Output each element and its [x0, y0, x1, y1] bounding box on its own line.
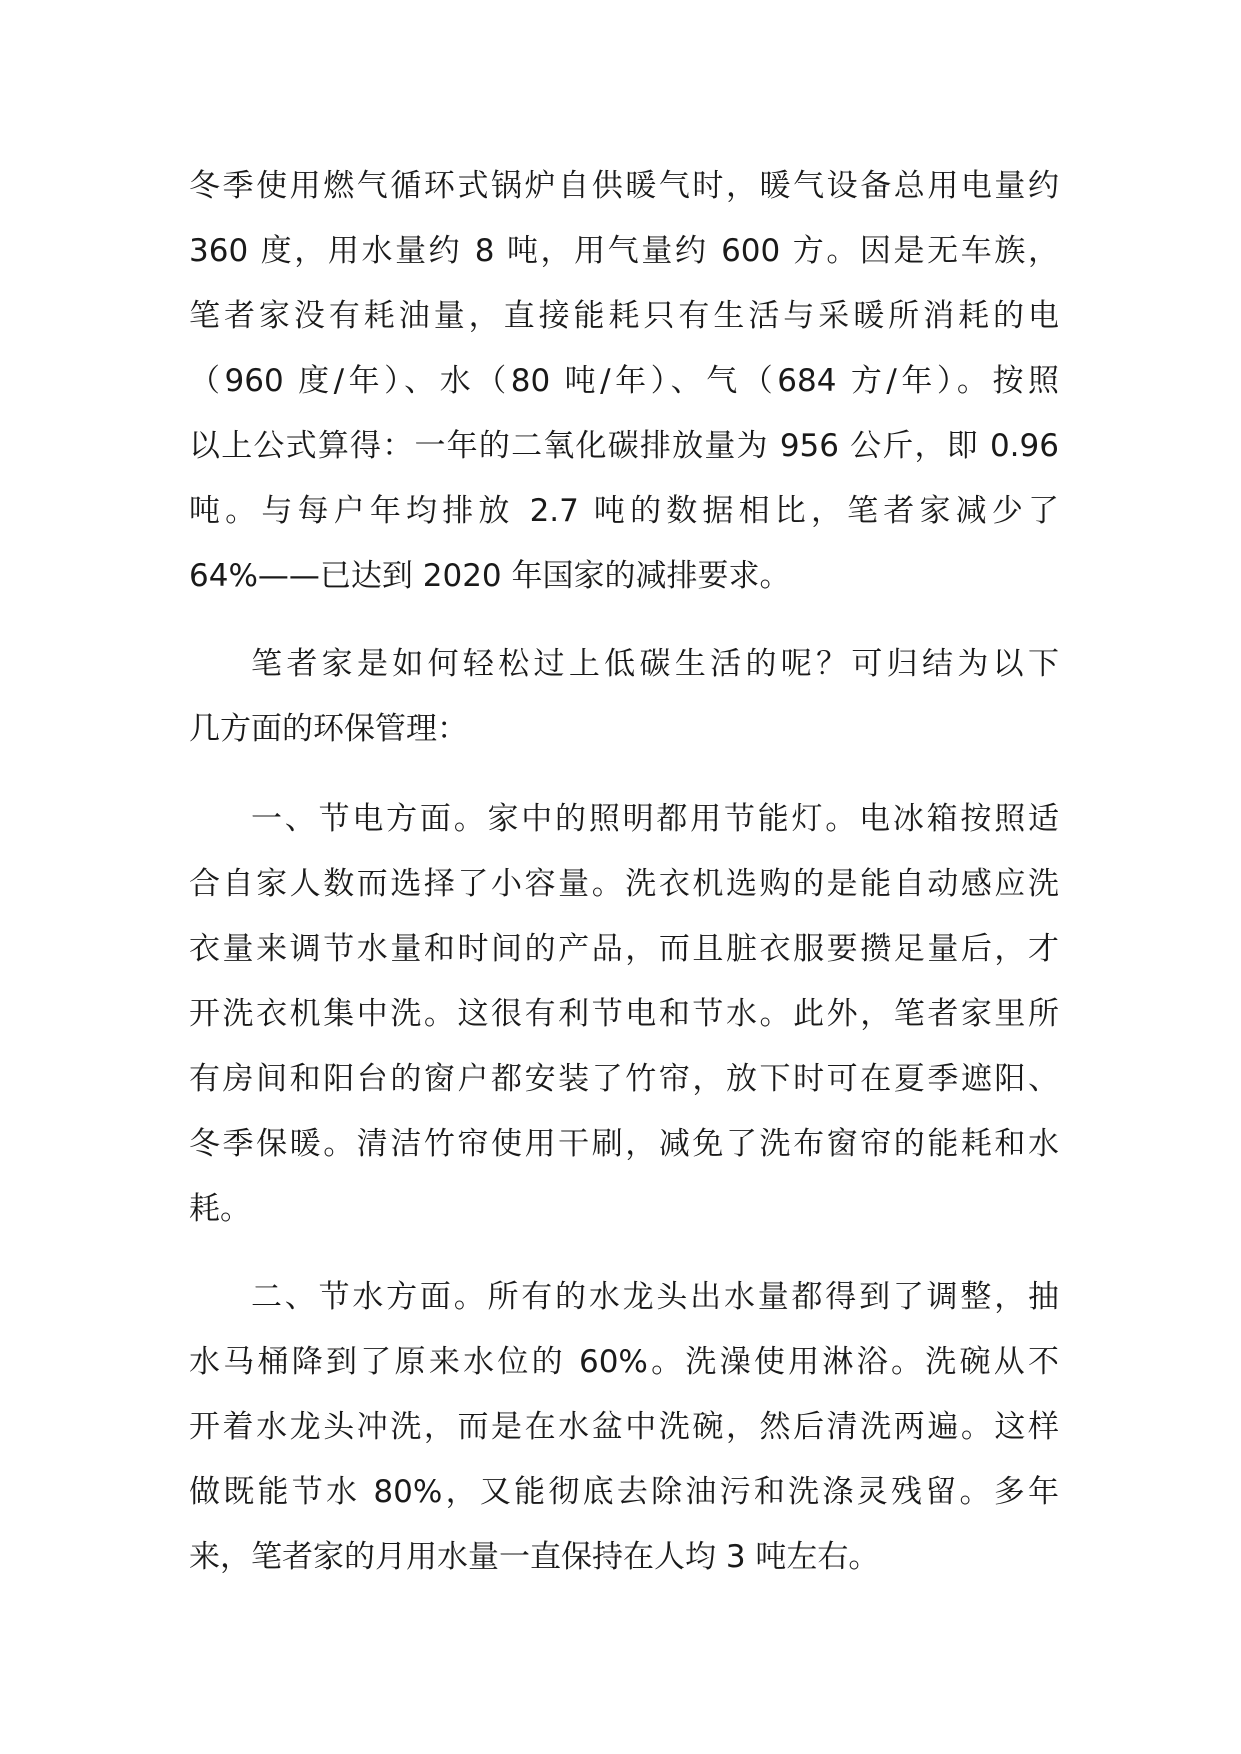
- text-line: 冬季使用燃气循环式锅炉自供暖气时，暖气设备总用电量约: [189, 168, 1059, 204]
- text-line: 做既能节水 80%，又能彻底去除油污和洗涤灵残留。多年: [189, 1474, 1059, 1510]
- paragraph-intro-question: [189, 632, 1059, 762]
- text-line: 64%——已达到 2020 年国家的减排要求。: [189, 558, 791, 594]
- text-line: 衣量来调节水量和时间的产品，而且脏衣服要攒足量后，才: [189, 931, 1059, 967]
- text-line: 笔者家没有耗油量，直接能耗只有生活与采暖所消耗的电: [189, 298, 1059, 334]
- text-line: 冬季保暖。清洁竹帘使用干刷，减免了洗布窗帘的能耗和水: [189, 1126, 1059, 1162]
- text-line: 吨。与每户年均排放 2.7 吨的数据相比，笔者家减少了: [189, 493, 1059, 529]
- paragraph-power-saving: [189, 787, 1059, 1242]
- text-line: 有房间和阳台的窗户都安装了竹帘，放下时可在夏季遮阳、: [189, 1061, 1059, 1097]
- text-line: 来，笔者家的月用水量一直保持在人均 3 吨左右。: [189, 1539, 880, 1575]
- paragraph-water-saving: [189, 1265, 1059, 1590]
- text-line: 水马桶降到了原来水位的 60%。洗澡使用淋浴。洗碗从不: [189, 1344, 1059, 1380]
- text-line: 360 度，用水量约 8 吨，用气量约 600 方。因是无车族，: [189, 233, 1059, 269]
- text-line: 几方面的环保管理：: [189, 711, 468, 747]
- text-line: 以上公式算得：一年的二氧化碳排放量为 956 公斤，即 0.96: [189, 428, 1059, 464]
- text-line: 开洗衣机集中洗。这很有利节电和节水。此外，笔者家里所: [189, 996, 1059, 1032]
- text-line: 耗。: [189, 1191, 251, 1227]
- paragraph-emissions-summary: [189, 154, 1059, 609]
- text-line: 合自家人数而选择了小容量。洗衣机选购的是能自动感应洗: [189, 866, 1059, 902]
- text-line: 开着水龙头冲洗，而是在水盆中洗碗，然后清洗两遍。这样: [189, 1409, 1059, 1445]
- text-line: 二、节水方面。所有的水龙头出水量都得到了调整，抽: [251, 1279, 1059, 1315]
- text-line: 一、节电方面。家中的照明都用节能灯。电冰箱按照适: [251, 801, 1059, 837]
- text-line: （960 度/年）、水（80 吨/年）、气（684 方/年）。按照: [189, 363, 1059, 399]
- text-line: 笔者家是如何轻松过上低碳生活的呢？可归结为以下: [251, 646, 1059, 682]
